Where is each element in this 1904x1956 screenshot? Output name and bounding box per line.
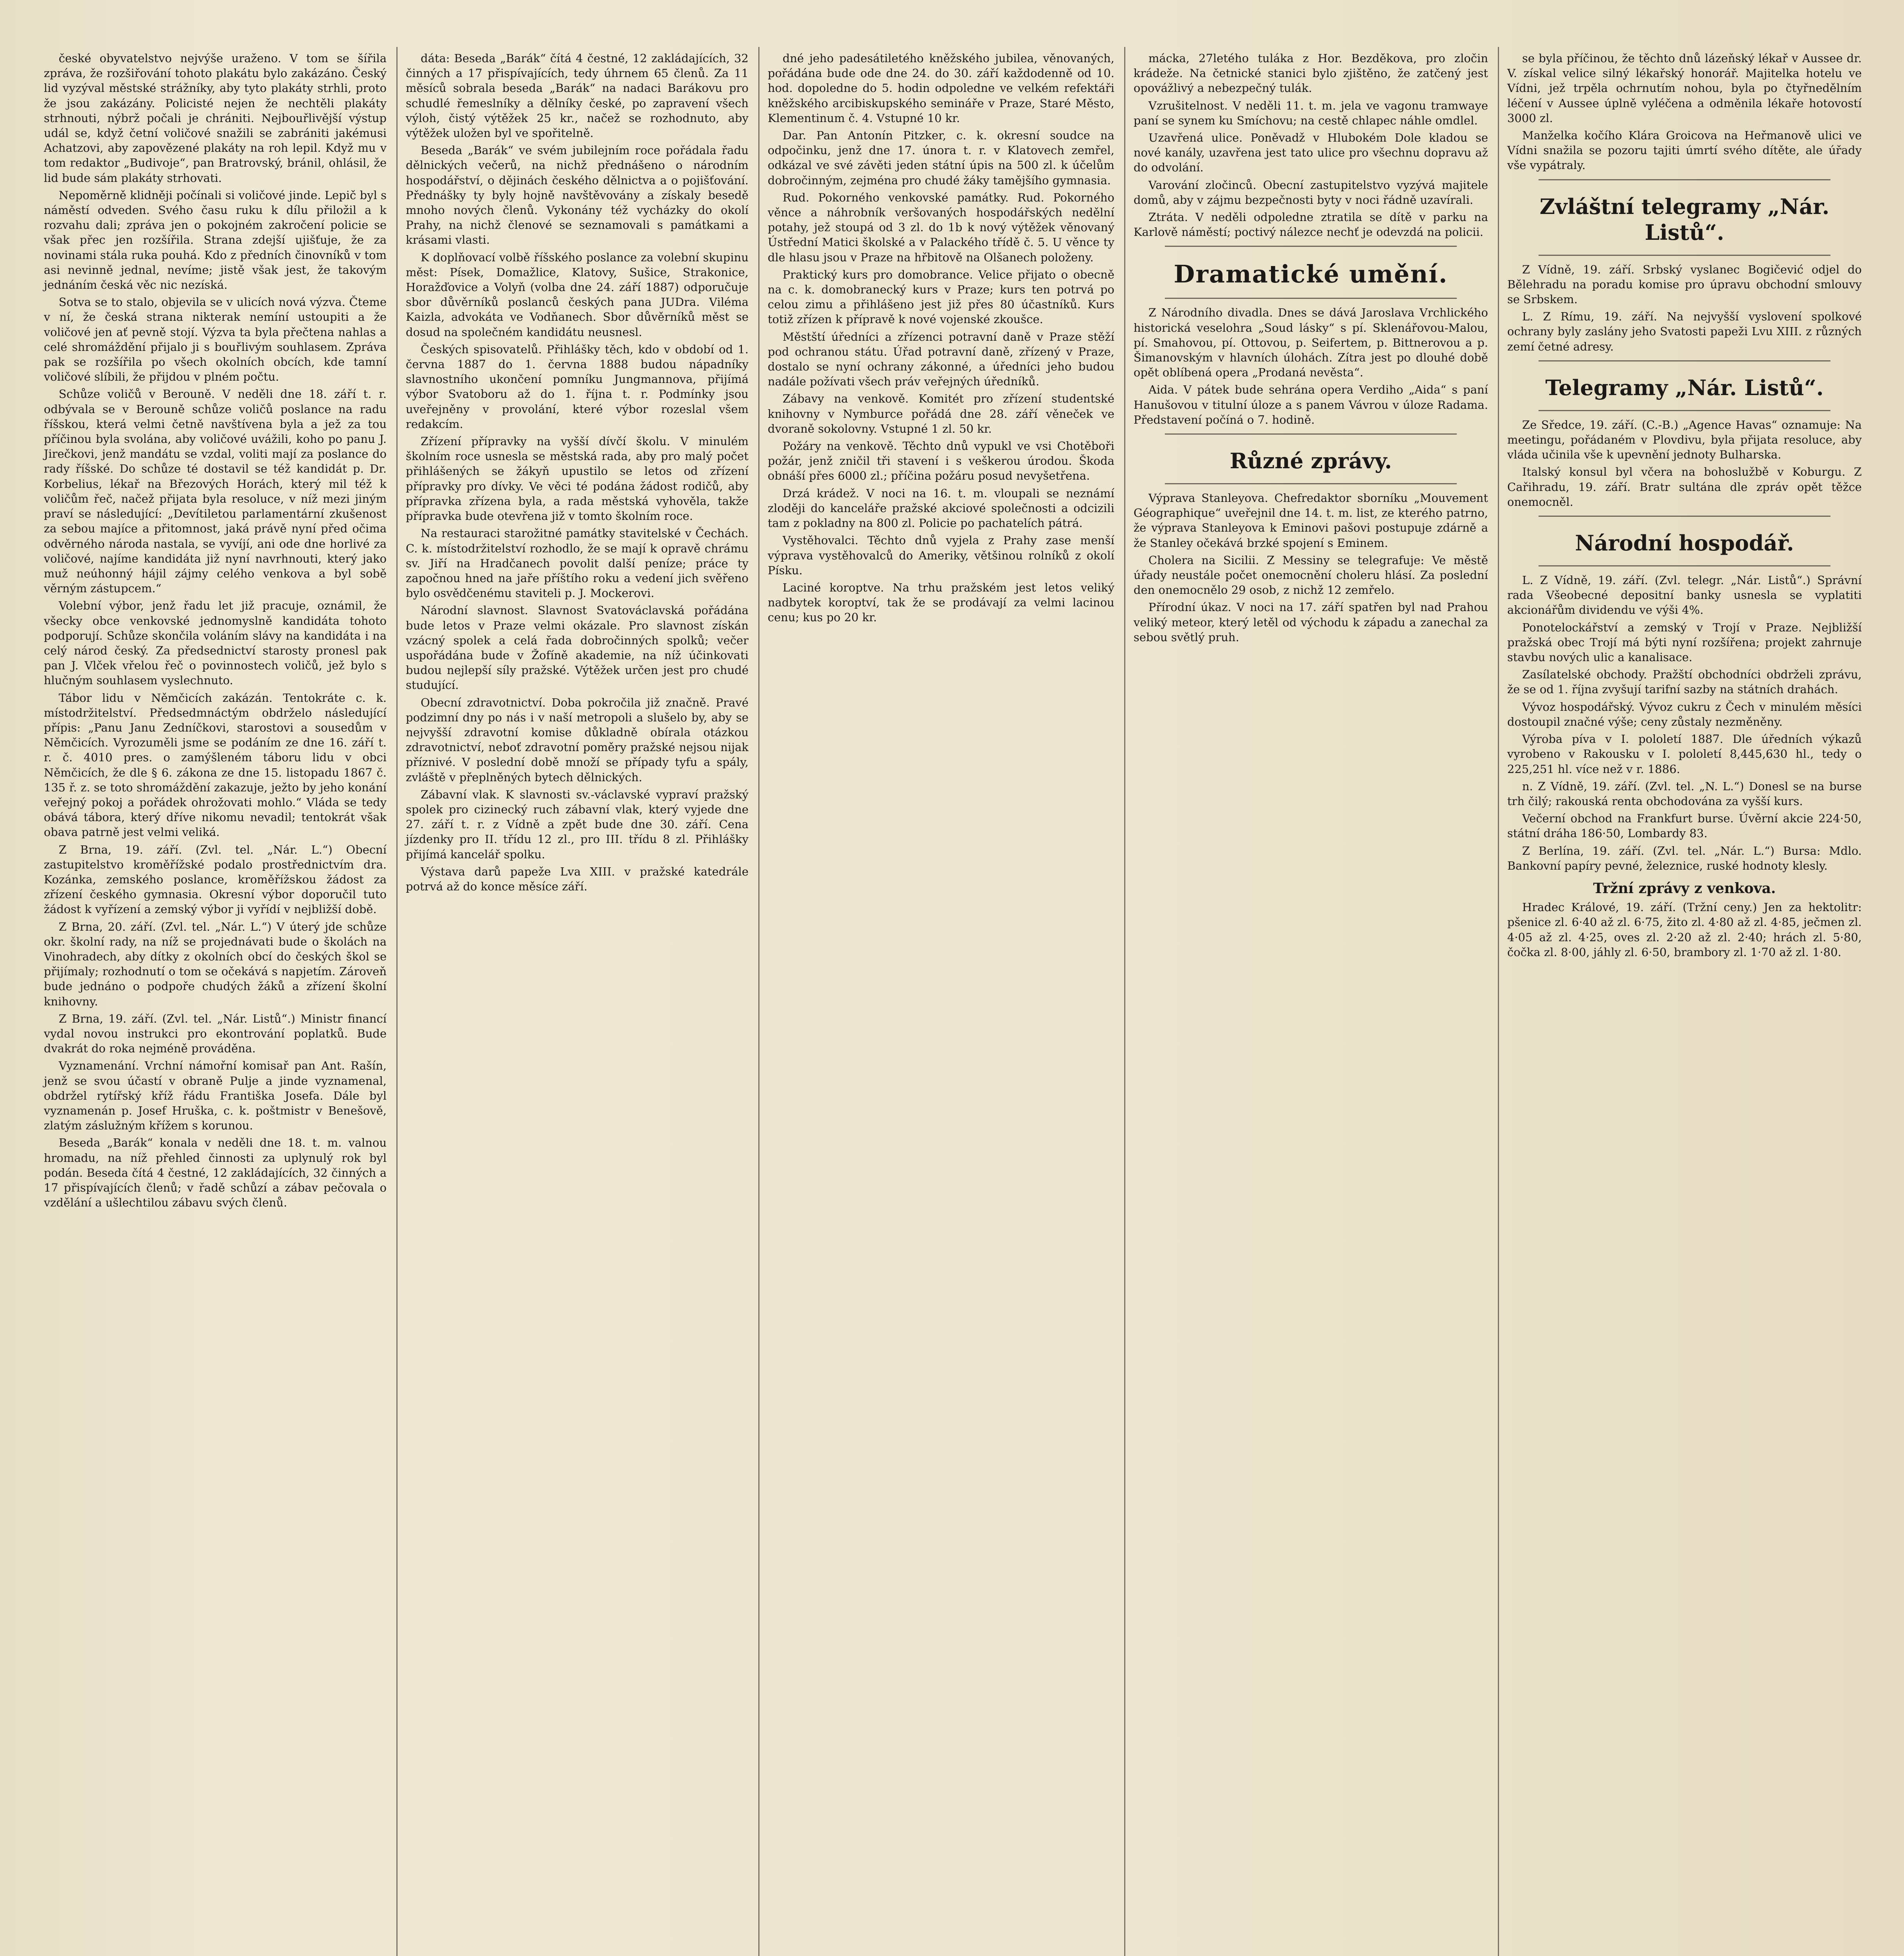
article-paragraph: Uzavřená ulice. Poněvadž v Hlubokém Dole kladou se nové kanály, uzavřena jest tato ulice pro všechnu dopravu až do odvolání.: [1134, 131, 1488, 174]
column-4: [1129, 51, 1493, 1956]
article-paragraph: Tábor lidu v Němčicích zakázán. Tentokráte c. k. místodržitelství. Předsedmnáctým obdrželo následující přípis: „Panu Janu Zedníčkovi, starostovi a sousedům v Němčicích. Vyrozuměli jsme se podáním ze dne 16. září t. r. č. 4010 pres. o zamýšleném táboru lidu v obci Němčicích, že dle § 6. zákona ze dne 15. listopadu 1867 č. 135 ř. z. se toto shromáždění zakazuje, ježto by jeho konání veřejný pokoj a pořádek ohrožovati mohlo.“ Vláda se tedy obává tábora, který dříve nikomu nevadil; tentokrát však obava patrně jest velmi veliká.: [44, 691, 387, 839]
article-paragraph: n. Z Vídně, 19. září. (Zvl. tel. „N. L.“) Donesl se na burse trh čilý; rakouská renta obchodována za vyšší kurs.: [1507, 779, 1862, 808]
article-paragraph: mácka, 27letého tuláka z Hor. Bezděkova, pro zločin krádeže. Na četnické stanici bylo zjištěno, že zatčený jest opovážlivý a nebezpečný tulák.: [1134, 52, 1488, 95]
column-3: [763, 51, 1119, 1956]
article-paragraph: Italský konsul byl včera na bohoslužbě v Koburgu. Z Cařihradu, 19. září. Bratr sultána dle zpráv opět těžce onemocněl.: [1507, 465, 1862, 509]
column-2: [401, 51, 753, 1956]
section-divider: [1165, 298, 1457, 299]
article-paragraph: Laciné koroptve. Na trhu pražském jest letos veliký nadbytek koroptví, tak že se prodávají za velmi lacinou cenu; kus po 20 kr.: [768, 581, 1114, 624]
article-paragraph: Beseda „Barák“ ve svém jubilejním roce pořádala řadu dělnických večerů, na nichž přednášeno o národním hospodářství, o dějinách českého dělnictva a o pojišťování. Přednášky ty byly hojně navštěvovány a získaly besedě mnoho nových členů. Vykonány též vycházky do okolí Prahy, na nichž členové se seznamovali s památkami a krásami vlasti.: [406, 144, 749, 247]
article-paragraph: Z Brna, 19. září. (Zvl. tel. „Nár. Listů“.) Ministr financí vydal novou instrukci pro ekontrování poplatků. Bude dvakrát do roka nejméně prováděna.: [44, 1012, 387, 1055]
article-paragraph: se byla příčinou, že těchto dnů lázeňský lékař v Aussee dr. V. získal velice silný lékařský honorář. Majitelka hotelu ve Vídni, jež trpěla ochrnutím nohou, byla po čtyřnedělním léčení v Aussee úplně vyléčena a odměnila lékaře hotovostí 3000 zl.: [1507, 52, 1862, 125]
article-paragraph: Drzá krádež. V noci na 16. t. m. vloupali se neznámí zloději do kanceláře pražské akciové společnosti a odcizili tam z pokladny na 800 zl. Policie po pachatelích pátrá.: [768, 486, 1114, 530]
article-paragraph: Vzrušitelnost. V neděli 11. t. m. jela ve vagonu tramwaye paní se synem ku Smíchovu; na cestě chlapec náhle omdlel.: [1134, 99, 1488, 127]
article-paragraph: Zřízení přípravky na vyšší dívčí školu. V minulém školním roce usnesla se městská rada, aby pro malý počet přihlášených se žákyň upustilo se letos od zřízení přípravky pro dívky. Ve věci té podána žádost rodičů, aby přípravka zřízena byla, a rada městská vyhověla, takže přípravka bude otevřena již v tomto školním roce.: [406, 435, 749, 523]
article-paragraph: Aida. V pátek bude sehrána opera Verdiho „Aida“ s paní Hanušovou v titulní úloze a s panem Vávrou v úloze Radama. Představení počíná o 7. hodině.: [1134, 383, 1488, 426]
article-paragraph: Zasílatelské obchody. Pražští obchodníci obdrželi zprávu, že se od 1. října zvyšují tarifní sazby na státních drahách.: [1507, 668, 1862, 696]
article-paragraph: dné jeho padesátiletého kněžského jubilea, věnovaných, pořádána bude ode dne 24. do 30. září každodenně od 10. hod. dopoledne do 5. hodin odpoledne ve velkém refektáři kněžského arcibiskupského semináře v Praze, Staré Město, Klementinum č. 4. Vstupné 10 kr.: [768, 52, 1114, 125]
article-paragraph: Městští úředníci a zřízenci potravní daně v Praze stěží pod ochranou státu. Úřad potravní daně, zřízený v Praze, dostalo se nyní ochrany zákonné, a úředníci jeho budou nadále požívati všech práv veřejných úředníků.: [768, 330, 1114, 388]
article-paragraph: Vývoz hospodářský. Vývoz cukru z Čech v minulém měsíci dostoupil značné výše; ceny zůstaly nezměněny.: [1507, 700, 1862, 728]
article-paragraph: Hradec Králové, 19. září. (Tržní ceny.) Jen za hektolitr: pšenice zl. 6·40 až zl. 6·75, žito zl. 4·80 až zl. 4·85, ječmen zl. 4·05 až zl. 4·25, oves zl. 2·20 až zl. 2·40; hrách zl. 5·80, čočka zl. 8·00, jáhly zl. 6·50, brambory zl. 1·70 až zl. 1·80.: [1507, 901, 1862, 959]
section-divider: [1539, 565, 1830, 566]
column-rule: [758, 47, 759, 1956]
article-paragraph: K doplňovací volbě říšského poslance za volební skupinu měst: Písek, Domažlice, Klatovy, Sušice, Strakonice, Horažďovice a Volyň (volba dne 24. září 1887) odporučuje sbor důvěrníků poslanců českých pana JUDra. Viléma Kaizla, advokáta ve Vodňanech. Sbor důvěrníků měst se dosud na společném kandidátu neusnesl.: [406, 250, 749, 339]
article-paragraph: Zábavy na venkově. Komitét pro zřízení studentské knihovny v Nymburce pořádá dne 28. září věneček ve dvoraně sokolovny. Vstupné 1 zl. 50 kr.: [768, 392, 1114, 435]
section-heading-drama: Dramatické umění.: [1173, 260, 1448, 289]
article-paragraph: Ze Sředce, 19. září. (C.-B.) „Agence Havas“ oznamuje: Na meetingu, pořádaném v Plovdivu, byla přijata resoluce, aby vláda učinila vše k upevnění jednoty Bulharska.: [1507, 418, 1862, 462]
article-paragraph: Praktický kurs pro domobrance. Velice přijato o obecně na c. k. domobranecký kurs v Praze; kurs ten potrvá po celou zimu a přihlášeno jest již přes 80 účastníků. Kurs totiž zřízen k přípravě k nové vojenské zkoušce.: [768, 268, 1114, 326]
column-rule: [1124, 47, 1125, 1956]
article-paragraph: Obecní zdravotnictví. Doba pokročila již značně. Pravé podzimní dny po nás i v naší metropoli a slušelo by, aby se nejvyšší zdravotní komise důkladně obírala otázkou zdravotnictví, neboť zdravotní poměry pražské nejsou nijak příznivé. V poslední době množí se případy tyfu a spály, zvláště v přeplněných bytech dělnických.: [406, 696, 749, 784]
article-paragraph: Manželka kočího Klára Groicova na Heřmanově ulici ve Vídni snažila se pozoru tajiti úmrtí svého dítěte, ale úřady vše vypátraly.: [1507, 129, 1862, 172]
section-heading-market-reports: Tržní zprávy z venkova.: [1593, 880, 1776, 897]
article-paragraph: české obyvatelstvo nejvýše uraženo. V tom se šířila zpráva, že rozšiřování tohoto plakátu bylo zakázáno. Český lid vyzýval městské strážníky, aby tyto plakáty strhli, proto že jsou zakázány. Policisté nejen že nechtěli plakáty strhnouti, nýbrž počali je chrániti. Nejbouřlivější výstup udál se, když četní voličové snažili se zabrániti jakémusi Achatzovi, aby zapovězené plakáty na roh lepil. Když mu v tom redaktor „Budivoje“, pan Bratrovský, bránil, ohlásil, že lid bude sám plakáty strhovati.: [44, 52, 387, 185]
section-divider: [1539, 255, 1830, 256]
article-paragraph: Vyznamenání. Vrchní námořní komisař pan Ant. Rašín, jenž se svou účastí v obraně Pulje a jinde vyznamenal, obdržel rytířský kříž řádu Františka Josefa. Dále byl vyznamenán p. Josef Hruška, c. k. poštmistr v Benešově, zlatým záslužným křížem s korunou.: [44, 1059, 387, 1133]
article-paragraph: Sotva se to stalo, objevila se v ulicích nová výzva. Čteme v ní, že česká strana nikterak nemíní ustoupiti a že voličové jen ať pevně stojí. Výzva ta byla přečtena nahlas a celé shromáždění přijalo ji s bouřlivým souhlasem. Zpráva pak se rozšířila po všech okolních obcích, kde tamní voličové slíbili, že přijdou v plném počtu.: [44, 295, 387, 384]
article-paragraph: Zábavní vlak. K slavnosti sv.-václavské vypraví pražský spolek pro cizinecký ruch zábavní vlak, který vyjede dne 27. září t. r. z Vídně a zpět bude dne 30. září. Cena jízdenky pro II. třídu 12 zl., pro III. třídu 8 zl. Přihlášky přijímá kancelář spolku.: [406, 787, 749, 861]
section-divider: [1539, 516, 1830, 517]
section-divider: [1539, 410, 1830, 411]
article-paragraph: Dar. Pan Antonín Pitzker, c. k. okresní soudce na odpočinku, jenž dne 17. února t. r. v Klatovech zemřel, odkázal ve své závěti jeden státní úpis na 500 zl. k účelům dobročinným, zejména pro chudé žáky tamějšího gymnasia.: [768, 129, 1114, 187]
article-paragraph: Výprava Stanleyova. Chefredaktor sborníku „Mouvement Géographique“ uveřejnil dne 14. t. m. list, ze kterého patrno, že výprava Stanleyova k Eminovi pašovi postupuje zdárně a že Stanley očekává brzké spojení s Eminem.: [1134, 491, 1488, 550]
article-paragraph: Na restauraci starožitné památky stavitelské v Čechách. C. k. místodržitelství rozhodlo, že se mají k opravě chrámu sv. Jiří na Hradčanech povolit další peníze; práce ty započnou hned na jaře příštího roku a vedení jich svěřeno bylo osvědčenému staviteli p. J. Mockerovi.: [406, 527, 749, 600]
article-paragraph: Cholera na Sicilii. Z Messiny se telegrafuje: Ve městě úřady neustále počet onemocnění choleru hlásí. Za poslední den onemocnělo 29 osob, z nichž 12 zemřelo.: [1134, 553, 1488, 597]
article-paragraph: Schůze voličů v Berouně. V neděli dne 18. září t. r. odbývala se v Berouně schůze voličů poslance na radu říšskou, která velmi četně navštívena byla a jež za tou příčinou byla svolána, aby voličové uvážili, koho po panu J. Jirečkovi, jenž mandátu se vzdal, voliti mají za poslance do rady říšské. Do schůze té dostavil se též kandidát p. Dr. Korbelius, lékař na Březových Horách, který mil též k voličům řeč, načež přijata byla resoluce, v níž mezi jiným praví se následující: „Devítiletou parlamentární zkušenost za sebou majíce a přitomnost, jaká právě nyní před očima odvěrného národa nastala, se vyvíjí, ani ode dne horlivé za voličové, najíme kandidáta již nyní navrhnouti, který jako muž neúhonný hájil zájmy celého venkova a byl sobě věrným zástupcem.“: [44, 387, 387, 595]
article-paragraph: Výstava darů papeže Lva XIII. v pražské katedrále potrvá až do konce měsíce září.: [406, 865, 749, 893]
section-divider: [1539, 179, 1830, 180]
article-paragraph: Z Berlína, 19. září. (Zvl. tel. „Nár. L.“) Bursa: Mdlo. Bankovní papíry pevné, železnice, ruské hodnoty klesly.: [1507, 844, 1862, 872]
article-paragraph: Z Brna, 19. září. (Zvl. tel. „Nár. L.“) Obecní zastupitelstvo kroměřížské podalo prostřednictvím dra. Kozánka, zemského poslance, kroměřížskou žádost za zřízení českého gymnasia. Okresní výbor doporučil tuto žádost k vyřízení a zemský výbor ji vyřídí v nejbližší době.: [44, 843, 387, 916]
section-heading-economy: Národní hospodář.: [1575, 530, 1794, 556]
section-divider: [1165, 483, 1457, 484]
article-paragraph: Ponotelockářství a zemský v Trojí v Praze. Nejbližší pražská obec Trojí má býti nyní rozšířena; projekt zahrnuje stavbu nových ulic a kanalisace.: [1507, 620, 1862, 664]
section-heading-telegrams: Telegramy „Nár. Listů“.: [1545, 375, 1824, 400]
article-paragraph: Rud. Pokorného venkovské památky. Rud. Pokorného věnce a náhrobník veršovaných hospodářských nedělní potahy, jež stoupá od 3 zl. do 1b k nový výtěžek věnovaný Ústřední Matici školské a v Palackého třídě č. 5. U věnce ty dle hlasu jsou v Praze na hřbitově na Olšanech položeny.: [768, 191, 1114, 264]
article-paragraph: Požáry na venkově. Těchto dnů vypukl ve vsi Chotěboři požár, jenž zničil tři stavení i s veškerou úrodou. Škoda obnáší přes 6000 zl.; příčina požáru posud nevyšetřena.: [768, 439, 1114, 483]
column-1: [39, 51, 391, 1956]
column-5: [1503, 51, 1866, 1956]
article-paragraph: Českých spisovatelů. Přihlášky těch, kdo v období od 1. června 1887 do 1. června 1888 budou nápadníky slavnostního ukončení pomníku Jungmannova, přijímá výbor Svatoboru až do 1. října t. r. Podmínky jsou uveřejněny v provolání, které výbor rozeslal všem redakcím.: [406, 342, 749, 431]
article-paragraph: Nepoměrně klidněji počínali si voličové jinde. Lepič byl s náměstí odveden. Svého času ruku k dílu přiložil a k rozvahu dali; zpráva jen o pokojném zakročení policie se však přec jen rozšířila. Strana zdejší ujišťuje, že za novinami stála ruka pouhá. Kdo z předních činovníků v tom asi nevinně jednal, nevíme; jistě však jest, že takovým jednáním česká věc nic nezíská.: [44, 188, 387, 292]
article-paragraph: Výroba píva v I. pololetí 1887. Dle úředních výkazů vyrobeno v Rakousku v I. pololetí 8,445,630 hl., tedy o 225,251 hl. více než v r. 1886.: [1507, 732, 1862, 776]
article-paragraph: Varování zločinců. Obecní zastupitelstvo vyzývá majitele domů, aby v zájmu bezpečnosti byty v noci řádně uzavírali.: [1134, 178, 1488, 207]
section-divider: [1539, 360, 1830, 361]
article-paragraph: Přírodní úkaz. V noci na 17. září spatřen byl nad Prahou veliký meteor, který letěl od východu k západu a zanechal za sebou světlý pruh.: [1134, 600, 1488, 644]
section-divider: [1165, 433, 1457, 435]
article-paragraph: L. Z Vídně, 19. září. (Zvl. telegr. „Nár. Listů“.) Správní rada Všeobecné depositní banky usnesla se vyplatiti akcionářům dividendu ve výši 4%.: [1507, 573, 1862, 617]
article-paragraph: Večerní obchod na Frankfurt burse. Úvěrní akcie 224·50, státní dráha 186·50, Lombardy 83.: [1507, 812, 1862, 840]
section-divider: [1165, 246, 1457, 247]
article-paragraph: Z Brna, 20. září. (Zvl. tel. „Nár. L.“) V úterý jde schůze okr. školní rady, na níž se projednávati bude o školách na Vinohradech, aby dítky z okolních obcí do českých škol se přijímaly; rozhodnutí o tom se očekává s napjetím. Zároveň bude jednáno o podpoře chudých žáků a zřízení školní knihovny.: [44, 920, 387, 1008]
article-paragraph: Národní slavnost. Slavnost Svatováclavská pořádána bude letos v Praze velmi okázale. Pro slavnost získán vzácný spolek a celá řada dobročinných spolků; večer uspořádána bude v Žofíně akademie, na níž účinkovati budou nejlepší síly pražské. Výtěžek určen jest pro chudé studující.: [406, 604, 749, 692]
column-rule: [396, 47, 398, 1956]
article-paragraph: Z Národního divadla. Dnes se dává Jaroslava Vrchlického historická veselohra „Soud lásky“ s pí. Sklenářovou-Malou, pí. Smahovou, pí. Ottovou, p. Seifertem, p. Bittnerovou a p. Šimanovským v hlavních úlohách. Zítra jest po dlouhé době opět oblíbená opera „Prodaná nevěsta“.: [1134, 306, 1488, 379]
article-paragraph: Volební výbor, jenž řadu let již pracuje, oznámil, že všecky obce venkovské jednomyslně kandidáta tohoto podporují. Schůze skončila voláním slávy na kandidáta i na celý národ český. Za předsednictví starosty pronesl pak pan J. Vlček vřelou řeč o povinnostech voličů, jež bylo s hlučným souhlasem vyslechnuto.: [44, 599, 387, 687]
article-paragraph: Z Vídně, 19. září. Srbský vyslanec Bogičević odjel do Bělehradu na poradu komise pro úpravu obchodní smlouvy se Srbskem.: [1507, 262, 1862, 306]
section-heading-misc: Různé zprávy.: [1229, 448, 1392, 474]
article-paragraph: Vystěhovalci. Těchto dnů vyjela z Prahy zase menší výprava vystěhovalců do Ameriky, většinou rolníků z okolí Písku.: [768, 534, 1114, 577]
article-paragraph: Besedа „Barák“ konala v neděli dne 18. t. m. valnou hromadu, na níž přehled činnosti za uplynulý rok byl podán. Beseda čítá 4 čestné, 12 zakládajících, 32 činných a 17 přispívajících členů; v řadě schůzí a zábav pečovala o vzdělání a ušlechtilou zábavu svých členů.: [44, 1136, 387, 1210]
article-paragraph: L. Z Rímu, 19. září. Na nejvyšší vyslovení spolkové ochrany byly zaslány jeho Svatosti papeži Lvu XIII. z různých zemí četné adresy.: [1507, 310, 1862, 353]
column-rule: [1498, 47, 1499, 1956]
article-paragraph: dáta: Beseda „Barák“ čítá 4 čestné, 12 zakládajících, 32 činných a 17 přispívajících, tedy úhrnem 65 členů. Za 11 měsíců sobrala beseda „Barák“ na nadaci Barákovu pro schudlé řemeslníky a dělníky české, po zapravení všech výloh, čistý výtěžek 25 kr., načež se rozhodnuto, aby výtěžek uložen byl ve spořitelně.: [406, 52, 749, 140]
article-paragraph: Ztráta. V neděli odpoledne ztratila se dítě v parku na Karlově náměstí; poctivý nálezce nechť je odevzdá na policii.: [1134, 210, 1488, 239]
section-heading-special-telegrams: Zvláštní telegramy „Nár. Listů“.: [1539, 194, 1830, 245]
